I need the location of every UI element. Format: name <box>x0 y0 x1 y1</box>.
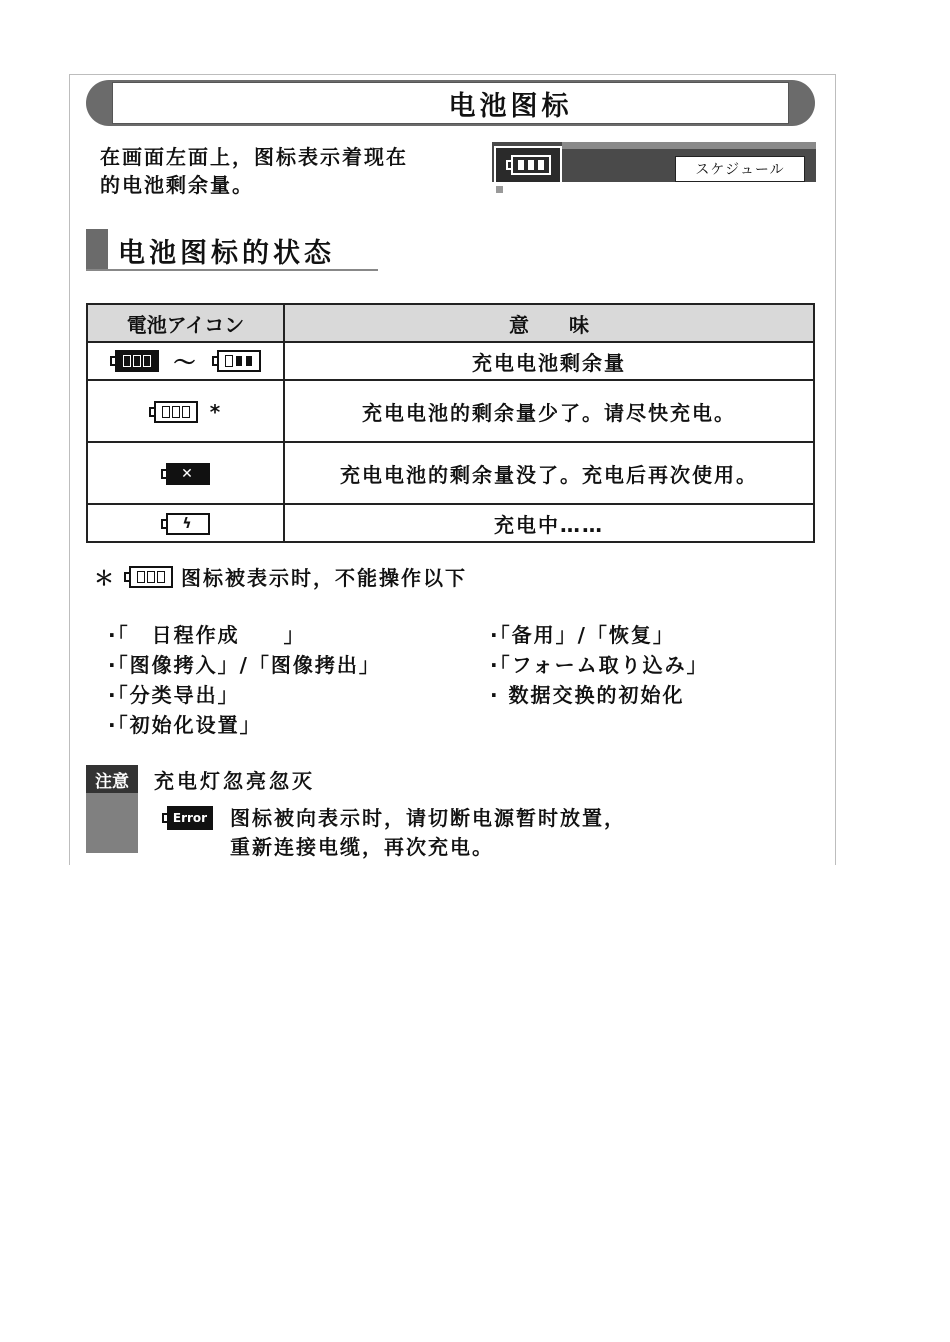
icon-cell <box>87 342 284 380</box>
list-item: ·「 日程作成 」 <box>108 623 306 647</box>
note-line <box>94 562 467 591</box>
meaning-cell: 充电电池的剩余量没了。充电后再次使用。 <box>284 442 814 504</box>
schedule-tab: スケジュール <box>675 156 805 182</box>
lightning-icon: ϟ <box>182 516 194 533</box>
list-item: ·「图像拷入」/「图像拷出」 <box>108 653 381 677</box>
battery-dead-icon <box>161 463 210 485</box>
title-bar-inner <box>112 82 789 124</box>
preview-dot <box>496 186 503 193</box>
caution-label: 注意 <box>86 765 138 793</box>
meaning-cell: 充电电池的剩余量少了。请尽快充电。 <box>284 380 814 442</box>
icon-cell <box>87 504 284 542</box>
table-row <box>87 504 814 542</box>
caution-text-line-1: 图标被向表示时，请切断电源暂时放置， <box>230 806 626 830</box>
table-row <box>87 380 814 442</box>
section-heading-block <box>86 229 108 269</box>
caution-text <box>230 804 626 862</box>
page-title: 电池图标 <box>448 90 573 122</box>
note-text: 图标被表示时，不能操作以下 <box>181 566 467 590</box>
header-icon: 電池アイコン <box>87 304 284 342</box>
table-header-row <box>87 304 814 342</box>
icon-cell <box>87 442 284 504</box>
star-mark: * <box>209 399 223 424</box>
battery-partial-icon <box>212 350 261 372</box>
preview-band-top <box>562 142 816 149</box>
error-label: Error <box>167 806 213 830</box>
intro-line-1: 在画面左面上，图标表示着现在 <box>100 145 408 169</box>
section-heading <box>86 229 378 271</box>
tilde-glyph: ～ <box>173 350 198 376</box>
battery-icon-table <box>86 303 815 543</box>
note-star: ＊ <box>94 566 116 590</box>
caution-text-line-2: 重新连接电缆，再次充电。 <box>230 835 494 859</box>
list-item: ·「分类导出」 <box>108 683 240 707</box>
screen-preview <box>492 142 816 194</box>
bullet-list-right <box>490 620 709 710</box>
header-meaning: 意 味 <box>284 304 814 342</box>
error-battery-icon <box>162 806 213 830</box>
icon-cell <box>87 380 284 442</box>
list-item: ·「フォーム取り込み」 <box>490 653 709 677</box>
list-item: · 数据交换的初始化 <box>490 683 685 707</box>
intro-text <box>100 143 490 199</box>
section-heading-text: 电池图标的状态 <box>118 238 335 269</box>
table-row <box>87 342 814 380</box>
caution-title: 充电灯忽亮忽灭 <box>154 769 315 793</box>
x-icon: ✕ <box>181 466 195 483</box>
battery-empty-icon <box>124 566 173 588</box>
battery-full-icon <box>506 155 551 175</box>
meaning-cell: 充电电池剩余量 <box>284 342 814 380</box>
list-item: ·「初始化设置」 <box>108 713 262 737</box>
battery-empty-icon <box>149 401 198 423</box>
preview-battery <box>494 146 562 184</box>
meaning-cell: 充电中…… <box>284 504 814 542</box>
title-bar <box>86 80 815 126</box>
bullet-list-left <box>108 620 381 740</box>
battery-full-icon <box>110 350 159 372</box>
table-row <box>87 442 814 504</box>
intro-line-2: 的电池剩余量。 <box>100 173 254 197</box>
list-item: ·「备用」/「恢复」 <box>490 623 675 647</box>
battery-charging-icon <box>161 513 210 535</box>
